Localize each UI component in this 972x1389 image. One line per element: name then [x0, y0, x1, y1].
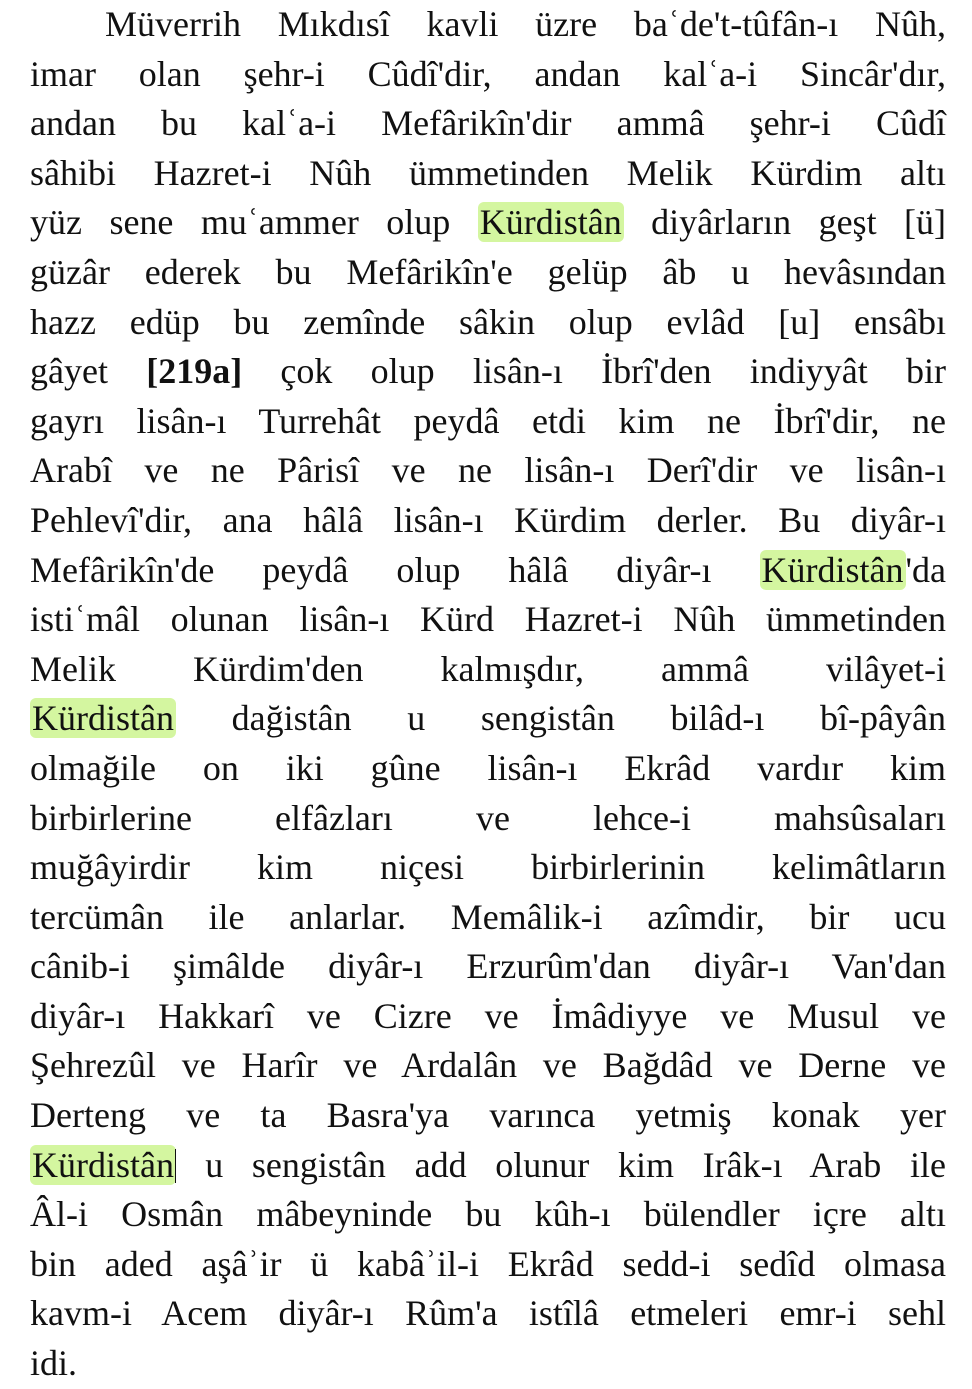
text-segment: dağistân u sengistân bilâd-ı bî-pâyân	[175, 698, 946, 739]
text-segment: Pehlevî'dir, ana hâlâ lisân-ı Kürdim derler. Bu diyâr-ı	[30, 499, 946, 540]
text-segment: güzâr ederek bu Mefârikîn'e gelüp âb u hevâsından	[30, 251, 946, 292]
text-segment: diyârların geşt [ü]	[623, 202, 947, 243]
text-line	[30, 744, 946, 794]
text-segment: Âl-i Osmân mâbeyninde bu kûh-ı bülendler içre altı	[30, 1194, 946, 1235]
text-line	[30, 843, 946, 893]
text-segment: andan bu kalʿa-i Mefârikîn'dir ammâ şehr-i Cûdî	[30, 103, 946, 144]
text-line	[30, 0, 946, 50]
highlighted-term: Kürdistân	[32, 1144, 174, 1185]
text-line	[30, 1339, 946, 1389]
text-line	[30, 794, 946, 844]
text-segment: Arabî ve ne Pârisî ve ne lisân-ı Derî'dir ve lisân-ı	[30, 450, 946, 491]
text-segment: çok olup lisân-ı İbrî'den indiyyât bir	[242, 351, 946, 392]
text-line	[30, 893, 946, 943]
text-line	[30, 149, 946, 199]
text-segment: diyâr-ı Hakkarî ve Cizre ve İmâdiyye ve Musul ve	[30, 995, 946, 1036]
text-segment: Müverrih Mıkdısî kavli üzre baʿde't-tûfân-ı Nûh,	[105, 4, 946, 44]
text-line	[30, 446, 946, 496]
text-line	[30, 1041, 946, 1091]
highlighted-term: Kürdistân	[32, 698, 174, 739]
text-segment: Melik Kürdim'den kalmışdır, ammâ vilâyet-i	[30, 648, 946, 689]
text-line	[30, 99, 946, 149]
text-line	[30, 992, 946, 1042]
text-segment: yüz sene muʿammer olup	[30, 202, 478, 243]
text-segment: kavm-i Acem diyâr-ı Rûm'a istîlâ etmeleri emr-i sehl	[30, 1293, 946, 1334]
highlighted-term: Kürdistân	[761, 549, 904, 590]
text-line	[30, 942, 946, 992]
highlighted-term: Kürdistân	[479, 202, 622, 243]
text-line	[30, 50, 946, 100]
text-segment: tercümân ile anlarlar. Memâlik-i azîmdir, bir ucu	[30, 896, 946, 937]
folio-reference: [219a]	[146, 351, 243, 392]
text-segment: cânib-i şimâlde diyâr-ı Erzurûm'dan diyâr-ı Van'dan	[30, 946, 946, 987]
text-line	[30, 1141, 946, 1191]
text-segment: istiʿmâl olunan lisân-ı Kürd Hazret-i Nûh ümmetinden	[30, 599, 946, 640]
text-line	[30, 496, 946, 546]
text-line	[30, 546, 946, 596]
text-segment: sâhibi Hazret-i Nûh ümmetinden Melik Kürdim altı	[30, 152, 946, 193]
text-segment: 'da	[905, 549, 946, 590]
text-paragraph	[30, 0, 946, 1389]
text-segment: birbirlerine elfâzları ve lehce-i mahsûsaları	[30, 797, 946, 838]
text-segment: muğâyirdir kim niçesi birbirlerinin kelimâtların	[30, 847, 946, 888]
text-line	[30, 198, 946, 248]
text-line	[30, 298, 946, 348]
text-segment: hazz edüp bu zemînde sâkin olup evlâd [u] ensâbı	[30, 301, 946, 342]
text-segment: Mefârikîn'de peydâ olup hâlâ diyâr-ı	[30, 549, 760, 590]
text-line	[30, 1240, 946, 1290]
text-line	[30, 595, 946, 645]
text-line	[30, 347, 946, 397]
text-segment: idi.	[30, 1343, 78, 1384]
text-line	[30, 694, 946, 744]
text-segment: u sengistân add olunur kim Irâk-ı Arab ile	[176, 1144, 946, 1185]
text-segment: gâyet	[30, 351, 147, 392]
text-line	[30, 397, 946, 447]
text-segment: gayrı lisân-ı Turrehât peydâ etdi kim ne İbrî'dir, ne	[30, 400, 946, 441]
text-line	[30, 1190, 946, 1240]
text-segment: Şehrezûl ve Harîr ve Ardalân ve Bağdâd ve Derne ve	[30, 1045, 946, 1086]
text-segment: olmağile on iki gûne lisân-ı Ekrâd vardır kim	[30, 747, 946, 788]
text-segment: bin aded aşâʾir ü kabâʾil-i Ekrâd sedd-i sedîd olmasa	[30, 1243, 946, 1284]
text-line	[30, 1091, 946, 1141]
text-line	[30, 248, 946, 298]
text-segment: Derteng ve ta Basra'ya varınca yetmiş konak yer	[30, 1095, 946, 1136]
text-line	[30, 645, 946, 695]
text-segment: imar olan şehr-i Cûdî'dir, andan kalʿa-i Sincâr'dır,	[30, 53, 946, 94]
text-line	[30, 1289, 946, 1339]
